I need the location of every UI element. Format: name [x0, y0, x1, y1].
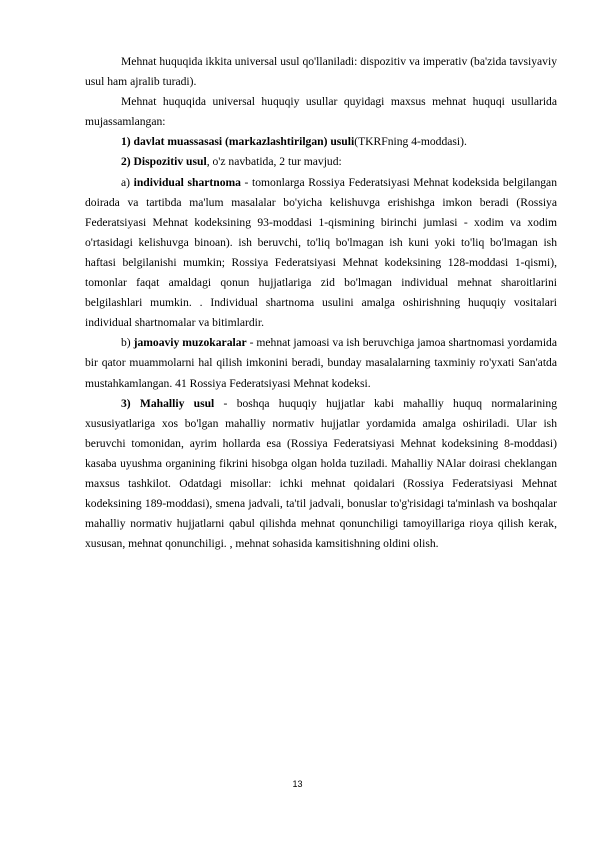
paragraph-dispositive-method	[85, 152, 557, 172]
term-state-method: 1) davlat muassasasi (markazlashtirilgan) usuli	[121, 135, 355, 149]
paragraph-text: - mehnat jamoasi va ish beruvchiga jamoa shartnomasi yordamida bir qator muammolarni hal qilish imkonini beradi, bunday masalalarning taxminiy ro'yxati San'atda mustahkamlangan. 41 Rossiya Federatsiyasi Mehnat kodeksi.	[85, 336, 557, 390]
page-number: 13	[292, 779, 303, 789]
paragraph-collective-bargaining	[85, 333, 557, 393]
list-marker: b)	[121, 336, 134, 350]
paragraph-text: , o'z navbatida, 2 tur mavjud:	[206, 155, 342, 169]
paragraph-state-method	[85, 132, 557, 152]
list-marker: a)	[121, 175, 134, 189]
paragraph-text: Mehnat huquqida ikkita universal usul qo'llaniladi: dispozitiv va imperativ (ba'zida tavsiyaviy usul ham ajralib turadi).	[85, 55, 557, 89]
paragraph-individual-contract	[85, 173, 557, 334]
term-local-method: 3) Mahalliy usul	[121, 396, 215, 410]
paragraph-local-method	[85, 394, 557, 555]
term-individual-contract: individual shartnoma	[133, 175, 241, 189]
term-dispositive-method: 2) Dispozitiv usul	[121, 155, 207, 169]
paragraph-text: - boshqa huquqiy hujjatlar kabi mahalliy huquq normalarining xususiyatlariga xos bo'lgan mahalliy normativ hujjatlar yordamida amalga oshiriladi. Ular ish beruvchi tomonidan, ayrim hollarda esa (Rossiya Federatsiyasi Mehnat kodeksining 8-moddasi) kasaba uyushma organining fikrini hisobga olgan holda tuziladi. Mahalliy NAlar doirasi cheklangan maxsus tashkilot. Odatdagi misollar: ichki mehnat qoidalari (Rossiya Federatsiyasi Mehnat kodeksining 189-moddasi), smena jadvali, ta'til jadvali, bonuslar to'g'risidagi ta'minlash va boshqalar mahalliy normativ hujjatlarni qabul qilishda mehnat qonunchiligi tamoyillariga rioya qilish kerak, xususan, mehnat qonunchiligi. , mehnat sohasida kamsitishning oldini olish.	[85, 396, 557, 551]
document-body	[85, 52, 557, 554]
paragraph-special-methods	[85, 92, 557, 132]
paragraph-text: Mehnat huquqida universal huquqiy usullar quyidagi maxsus mehnat huquqi usullarida mujassamlangan:	[85, 95, 557, 129]
term-collective-bargaining: jamoaviy muzokaralar	[133, 336, 247, 350]
paragraph-text: (TKRFning 4-moddasi).	[354, 135, 467, 149]
paragraph-text: - tomonlarga Rossiya Federatsiyasi Mehnat kodeksida belgilangan doirada va tartibda ma'lum masalalar bo'yicha kelishuvga erishishga imkon beradi (Rossiya Federatsiyasi Mehnat kodeksining 93-moddasi 1-qismining birinchi jumlasi - xodim va xodim o'rtasidagi kelishuvga binoan). ish beruvchi, to'liq bo'lmagan ish kuni yoki to'liq bo'lmagan ish haftasi belgilanishi mumkin; Rossiya Federatsiyasi Mehnat kodeksining 128-moddasi 1-qismi), tomonlar faqat amaldagi qonun hujjatlariga zid bo'lmagan individual mehnat sharoitlarini belgilashlari mumkin. . Individual shartnoma usulini amalga oshirishning huquqiy vositalari individual shartnomalar va bitimlardir.	[85, 175, 558, 330]
paragraph-universal-methods	[85, 52, 557, 92]
